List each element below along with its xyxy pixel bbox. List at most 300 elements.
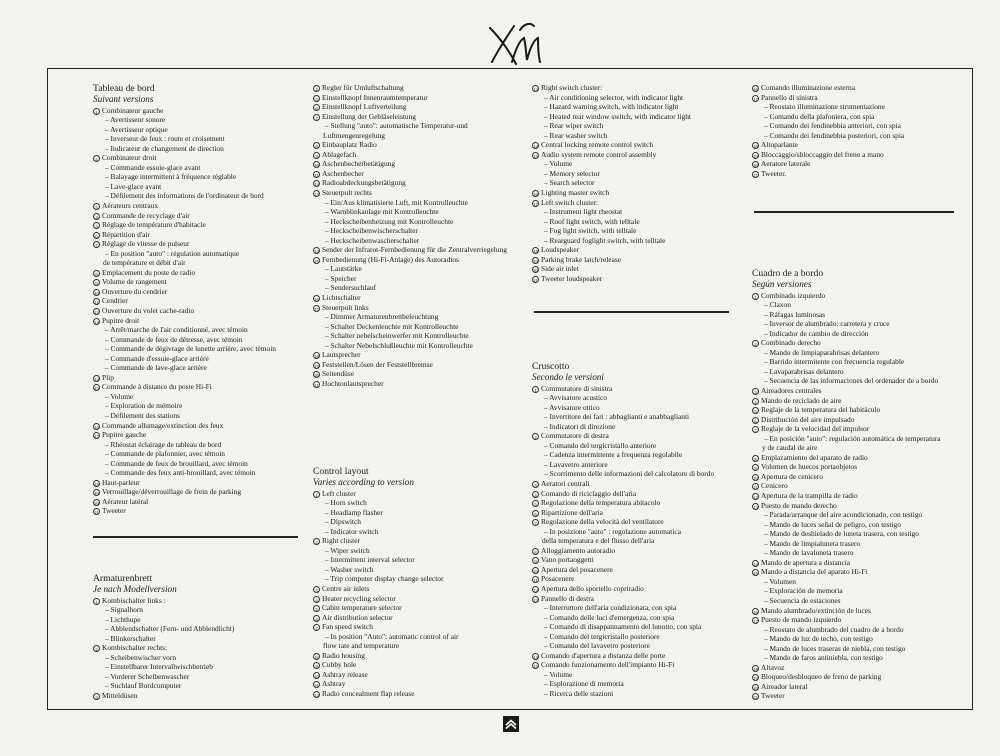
item-number-badge: 2 (313, 538, 320, 545)
sub-item (752, 310, 941, 320)
item-number-badge: 20 (94, 500, 99, 506)
list-item (532, 479, 714, 489)
list-item (532, 188, 691, 198)
list-item (313, 651, 459, 661)
item-label: Pannello di sinistra (761, 92, 818, 102)
item-label: Wiper switch (330, 545, 370, 555)
section-subtitle: Je nach Modellversion (93, 584, 177, 594)
item-number-badge: 7 (313, 114, 320, 121)
list-item (752, 424, 941, 434)
list-item (93, 316, 276, 326)
list-item (752, 386, 941, 396)
item-label: Lighting master switch (541, 188, 610, 198)
item-number-badge: 7 (93, 241, 100, 248)
item-number-badge: 8 (93, 270, 100, 277)
item-label: Lautstärke (330, 264, 362, 274)
item-number-badge: 3 (313, 586, 320, 593)
item-label: Commande de feux de brouillard, avec témoin (110, 458, 248, 468)
sub-item (532, 217, 691, 227)
list-item (752, 481, 941, 491)
item-label: Inverseur de feux : route et croisement (110, 134, 225, 144)
sub-item (532, 422, 714, 432)
item-number-badge: 18 (533, 249, 538, 255)
list-item (93, 487, 276, 497)
item-label: Mando de faros antiniebla, con testigo (769, 653, 883, 663)
item-label: Schalter Nebelschlußleuchte mit Kontrolleuchte (330, 340, 473, 350)
sub-item (532, 207, 691, 217)
item-label: Instrument light rheostat (549, 207, 623, 217)
item-label: Altavoz (761, 662, 785, 672)
item-label: Regolazione della temperatura abitacolo (541, 498, 661, 508)
item-label: Tweeter. (761, 168, 787, 178)
item-label: Blinkerschalter (110, 633, 156, 643)
sub-item (93, 653, 234, 663)
item-label: Intermittent interval selector (330, 555, 415, 565)
section-italian (532, 361, 714, 699)
list-item (532, 517, 714, 527)
item-label: Volumen (769, 576, 796, 586)
item-label: Central locking remote control switch (541, 140, 654, 150)
item-label: Lavaparabrisas delantero (769, 366, 844, 376)
sub-item (532, 632, 714, 642)
item-label: Rhéostat éclairage de tableau de bord (110, 439, 222, 449)
sub-item (752, 131, 904, 141)
item-number-badge: 1 (532, 386, 539, 393)
item-number-badge: 1 (313, 491, 320, 498)
section-french (93, 83, 276, 516)
item-label: Commande essuie-glace avant (110, 162, 201, 172)
sub-item (93, 440, 276, 450)
list-item (93, 691, 234, 701)
list-item (93, 296, 276, 306)
item-label: Volume (549, 159, 573, 169)
item-label: Washer switch (330, 564, 374, 574)
item-number-badge: 5 (93, 222, 100, 229)
section-title: Armaturenbrett (93, 573, 153, 584)
sub-item (93, 468, 276, 478)
list-item (313, 169, 507, 179)
sub-item (93, 615, 234, 625)
list-item (752, 663, 941, 673)
item-label: Bloccaggio/sbloccaggio del freno a mano (761, 149, 884, 159)
list-item (313, 536, 459, 546)
item-label: Aireadores centrales (761, 385, 822, 395)
item-label: Cabin temperature selector (322, 603, 402, 613)
sub-item (313, 236, 507, 246)
item-label: Inversor de alumbrado: carretera y cruce (769, 319, 890, 329)
item-label: Comando illuminazione esterna (761, 83, 855, 92)
item-label: Aérateur latéral (102, 496, 149, 506)
item-number-badge: 13 (314, 192, 319, 198)
item-label: Dipswitch (330, 517, 361, 527)
item-label: Mando de luces traseras de niebla, con testigo (769, 643, 906, 653)
item-label: Rearguard foglight switch, with telltale (549, 235, 666, 245)
item-label: Avvisatore ottico (549, 402, 600, 412)
item-label: Volume (110, 391, 134, 401)
item-number-badge: 15 (94, 386, 99, 392)
item-label: Sender der Infrarot-Fernbedienung für die Zentralverriegelung (322, 245, 507, 255)
sub-item (313, 264, 507, 274)
list-item (93, 506, 276, 516)
item-number-badge: 20 (314, 373, 319, 379)
item-label: Signalhorn (110, 605, 143, 615)
sub-item (313, 565, 459, 575)
item-label: Réglage de température d'habitacle (102, 220, 206, 230)
item-label: Verrouillage/déverrouillage de frein de parking (102, 487, 242, 497)
list-item (313, 102, 507, 112)
item-label: Regler für Umluftschaltung (322, 83, 404, 92)
item-label: Mando de deshielado de luneta trasera, con testigo (769, 529, 919, 539)
item-label: Heckscheibenwascherschalter (330, 235, 420, 245)
item-label: Posacenere (541, 574, 575, 584)
item-label: Claxon (769, 300, 791, 310)
item-number-badge: 6 (313, 615, 320, 622)
item-label: Apertura del posacenere (541, 564, 613, 574)
section-italian-continued (752, 83, 904, 178)
item-label: Commande d'essuie-glace arrière (110, 353, 209, 363)
list-item (532, 198, 691, 208)
item-number-badge: 10 (753, 475, 758, 481)
sub-item (532, 670, 714, 680)
item-label: Mando de limpialuneta trasero (769, 538, 861, 548)
section-subtitle: Según versiones (752, 279, 812, 289)
sub-item (752, 653, 941, 663)
item-number-badge: 11 (314, 172, 319, 178)
item-number-badge: 17 (753, 619, 758, 625)
list-item (752, 159, 904, 169)
sub-item (752, 348, 941, 358)
item-number-badge: 11 (533, 578, 538, 584)
list-item (93, 220, 276, 230)
list-item (752, 338, 941, 348)
item-label: Emplazamiento del aparato de radio (761, 452, 868, 462)
item-label: Puesto de mando izquierdo (761, 615, 842, 625)
item-label: Combinateur gauche (102, 105, 164, 115)
item-label: Combinado izquierdo (761, 290, 826, 300)
item-number-badge: 4 (752, 398, 759, 405)
section-title: Cruscotto (532, 361, 570, 372)
item-number-badge: 21 (314, 382, 319, 388)
item-number-badge: 8 (313, 142, 320, 149)
list-item (93, 277, 276, 287)
list-item (93, 643, 234, 653)
item-number-badge: 19 (94, 491, 99, 497)
item-number-badge: 18 (753, 666, 758, 672)
sub-item (93, 335, 276, 345)
item-label: Einbauplatz Radio (322, 140, 377, 150)
item-label: Tweeter loudspeaker (541, 273, 603, 283)
sub-item (752, 319, 941, 329)
item-label: Avvisatore acustico (549, 393, 608, 403)
sub-item (313, 198, 507, 208)
item-label: Heckscheibenwischerschalter (330, 226, 418, 236)
item-label: Mitteldüsen (102, 690, 138, 700)
list-item (313, 660, 459, 670)
item-label: Centre air inlets (322, 583, 370, 593)
item-label: Commande de dégivrage de lunette arrière, avec témoin (110, 344, 276, 354)
list-item (93, 268, 276, 278)
item-label: Secuencia de las informaciones del ordenador de a bordo (769, 376, 939, 386)
item-label: Altoparlante (761, 140, 798, 150)
sub-item (93, 344, 276, 354)
list-item (532, 264, 691, 274)
item-number-badge: 9 (752, 464, 759, 471)
section-german (93, 573, 234, 701)
item-label: Heated rear window switch, with indicator light (549, 111, 691, 121)
item-number-badge: 14 (533, 654, 538, 660)
sub-item (313, 555, 459, 565)
item-label: Comando dei fendinebbia anteriori, con spia (769, 121, 901, 131)
sub-item (313, 331, 507, 341)
list-item (532, 508, 714, 518)
sub-item (532, 403, 714, 413)
item-label: Avertisseur sonore (110, 115, 166, 125)
sub-item (93, 125, 276, 135)
item-label: Interruttore dell'aria condizionata, con spia (549, 603, 677, 613)
item-number-badge: 18 (94, 481, 99, 487)
item-number-badge: 7 (532, 519, 539, 526)
item-label: Comando del lavavetro posteriore (549, 641, 650, 651)
item-label: Comando funzionamento dell'impianto Hi-Fi (541, 660, 675, 670)
list-item (752, 396, 941, 406)
item-label: Ouverture du volet cache-radio (102, 305, 195, 315)
item-label: Ouverture du cendrier (102, 286, 168, 296)
item-number-badge: 20 (533, 268, 538, 274)
list-item (93, 382, 276, 392)
list-item (752, 682, 941, 692)
item-label: Dimmer Armaturenbrettbeleuchtung (330, 312, 439, 322)
sub-item (93, 624, 234, 634)
sub-item (313, 341, 507, 351)
item-label: Emplacement du poste de radio (102, 267, 196, 277)
chevron-up-icon[interactable] (503, 716, 519, 732)
list-item (532, 546, 714, 556)
sub-item (93, 249, 276, 259)
item-number-badge: 7 (752, 426, 759, 433)
item-number-badge: 3 (532, 481, 539, 488)
item-label: Side air inlet (541, 264, 579, 274)
item-label: In position "Auto": automatic control of air (330, 631, 459, 641)
item-label: Lavavetro anteriore (549, 459, 608, 469)
sub-item (93, 681, 234, 691)
list-item (532, 489, 714, 499)
item-label: Speicher (330, 273, 357, 283)
item-number-badge: 14 (94, 376, 99, 382)
sub-item (532, 603, 714, 613)
list-item (313, 140, 507, 150)
item-label: Volume (549, 669, 573, 679)
item-number-badge: 9 (313, 152, 320, 159)
section-subtitle: Varies according to version (313, 477, 414, 487)
sub-item (93, 182, 276, 192)
list-item (313, 613, 459, 623)
sub-item (93, 172, 276, 182)
sub-item (93, 411, 276, 421)
item-continuation (313, 131, 507, 141)
item-label: Kombischalter links : (102, 595, 166, 605)
item-number-badge: 9 (93, 279, 100, 286)
sub-item (752, 357, 941, 367)
item-label: Audio system remote control assembly (541, 149, 657, 159)
item-number-badge: 15 (753, 571, 758, 577)
sub-item (93, 134, 276, 144)
item-number-badge: 19 (753, 676, 758, 682)
item-number-badge: 14 (753, 561, 758, 567)
sub-item (532, 393, 714, 403)
item-continuation (532, 536, 714, 546)
item-label: Abblendschalter (Fern- und Abblendlicht) (110, 624, 235, 634)
item-number-badge: 1 (752, 293, 759, 300)
sub-item (313, 498, 459, 508)
item-label: Roof light switch, with telltale (549, 216, 640, 226)
item-list (93, 106, 276, 517)
item-label: Sendersuchlauf (330, 283, 377, 293)
list-item (532, 565, 714, 575)
item-label: Tweeter (761, 691, 785, 701)
list-item (532, 255, 691, 265)
item-label: Hochtonlautsprecher (322, 378, 384, 388)
sub-item (93, 363, 276, 373)
item-label: Vorderer Scheibenwascher (110, 671, 190, 681)
list-item (752, 501, 941, 511)
item-label: Kombischalter rechts: (102, 643, 168, 653)
list-item (93, 421, 276, 431)
item-label: flow rate and temperature (323, 641, 400, 651)
list-item (93, 306, 276, 316)
item-label: Rear wiper switch (549, 121, 604, 131)
item-label: Balayage intermittent à fréquence réglable (110, 172, 237, 182)
list-item (532, 498, 714, 508)
item-label: Heater recycling selector (322, 593, 396, 603)
list-item (313, 188, 507, 198)
item-label: Défilement des informations de l'ordinateur de bord (110, 191, 264, 201)
list-item (532, 584, 714, 594)
sub-item (752, 625, 941, 635)
list-item (313, 150, 507, 160)
item-label: Mando alumbrado/extinción de luces (761, 605, 871, 615)
sub-item (532, 613, 714, 623)
item-number-badge: 20 (753, 163, 758, 169)
list-item (752, 150, 904, 160)
item-number-badge: 20 (753, 685, 758, 691)
item-label: Steuerpult links (322, 302, 369, 312)
item-label: Apertura de cenicero (761, 471, 823, 481)
list-item (752, 93, 904, 103)
list-item (532, 555, 714, 565)
item-label: Cendrier (102, 296, 128, 306)
item-label: Apertura dello sportello copriradio (541, 583, 644, 593)
item-number-badge: 6 (313, 104, 320, 111)
sub-item (313, 312, 507, 322)
list-item (93, 230, 276, 240)
item-continuation (313, 641, 459, 651)
content-frame (47, 68, 973, 710)
item-label: Suchlauf Bordcomputer (110, 681, 182, 691)
item-label: Combinado derecho (761, 338, 821, 348)
list-item (313, 594, 459, 604)
sub-item (532, 641, 714, 651)
sub-item (752, 300, 941, 310)
item-label: Memory selector (549, 168, 600, 178)
item-label: Commande de feux de détresse, avec témoin (110, 334, 243, 344)
list-item (313, 689, 459, 699)
item-number-badge: 10 (94, 290, 99, 296)
item-label: Volume de rangement (102, 277, 167, 287)
item-label: Aschenbecher (322, 168, 364, 178)
sub-item (93, 662, 234, 672)
item-label: Left switch cluster: (541, 197, 599, 207)
item-number-badge: 13 (94, 319, 99, 325)
item-label: Combinateur droit (102, 153, 157, 163)
item-number-badge: 3 (93, 203, 100, 210)
item-label: Ashtray (322, 679, 346, 689)
list-item (313, 83, 507, 93)
sub-item (752, 367, 941, 377)
item-label: Steuerpult rechts (322, 188, 372, 198)
sub-item (313, 217, 507, 227)
item-label: Cenicero (761, 481, 788, 491)
item-label: Comando d'apertura a distanza delle porte (541, 650, 666, 660)
item-label: Cubby hole (322, 660, 357, 670)
list-item (313, 603, 459, 613)
item-label: y de caudal de aire (762, 443, 818, 453)
item-number-badge: 6 (93, 232, 100, 239)
item-number-badge: 10 (314, 673, 319, 679)
list-item (752, 415, 941, 425)
item-number-badge: 19 (314, 363, 319, 369)
item-label: Pupitre gauche (102, 430, 147, 440)
item-number-badge: 2 (532, 433, 539, 440)
item-label: Mando de apertura a distancia (761, 557, 851, 567)
list-item (313, 489, 459, 499)
item-label: Stellung "auto": automatische Temperatur-und (330, 121, 468, 131)
item-label: Regolazione della velocità del ventilatore (541, 517, 664, 527)
sub-item (532, 527, 714, 537)
list-item (752, 291, 941, 301)
item-number-badge: 16 (753, 87, 758, 92)
item-label: Loudspeaker (541, 245, 580, 255)
item-label: Lichtschalter (322, 293, 361, 303)
item-label: Comando dei fendinebbia posteriori, con spia (769, 130, 905, 140)
item-number-badge: 5 (752, 407, 759, 414)
item-label: Commande de plafonnier, avec témoin (110, 449, 225, 459)
list-item (93, 211, 276, 221)
list-item (532, 660, 714, 670)
list-item (313, 255, 507, 265)
item-label: Mando de lavaluneta trasero (769, 548, 854, 558)
item-number-badge: 11 (314, 683, 319, 689)
item-number-badge: 16 (533, 192, 538, 198)
item-label: Mando de luz de techo, con testigo (769, 634, 873, 644)
item-label: Reostato de alumbrado del cuadro de a bordo (769, 624, 904, 634)
item-number-badge: 1 (93, 598, 100, 605)
item-label: Radioabdeckungsbetätigung (322, 178, 406, 188)
item-list (532, 384, 714, 699)
item-number-badge: 14 (533, 144, 538, 150)
item-number-badge: 8 (532, 548, 539, 555)
sub-item (93, 401, 276, 411)
item-label: Right cluster (322, 536, 360, 546)
item-list (93, 596, 234, 701)
item-label: Einstellung der Gebläseleistung (322, 111, 417, 121)
sub-item (93, 672, 234, 682)
section-title: Tableau de bord (93, 83, 155, 94)
sub-item (752, 634, 941, 644)
item-label: Fan speed switch (322, 622, 373, 632)
list-item (93, 430, 276, 440)
divider-left (93, 536, 298, 538)
sub-item (532, 121, 691, 131)
